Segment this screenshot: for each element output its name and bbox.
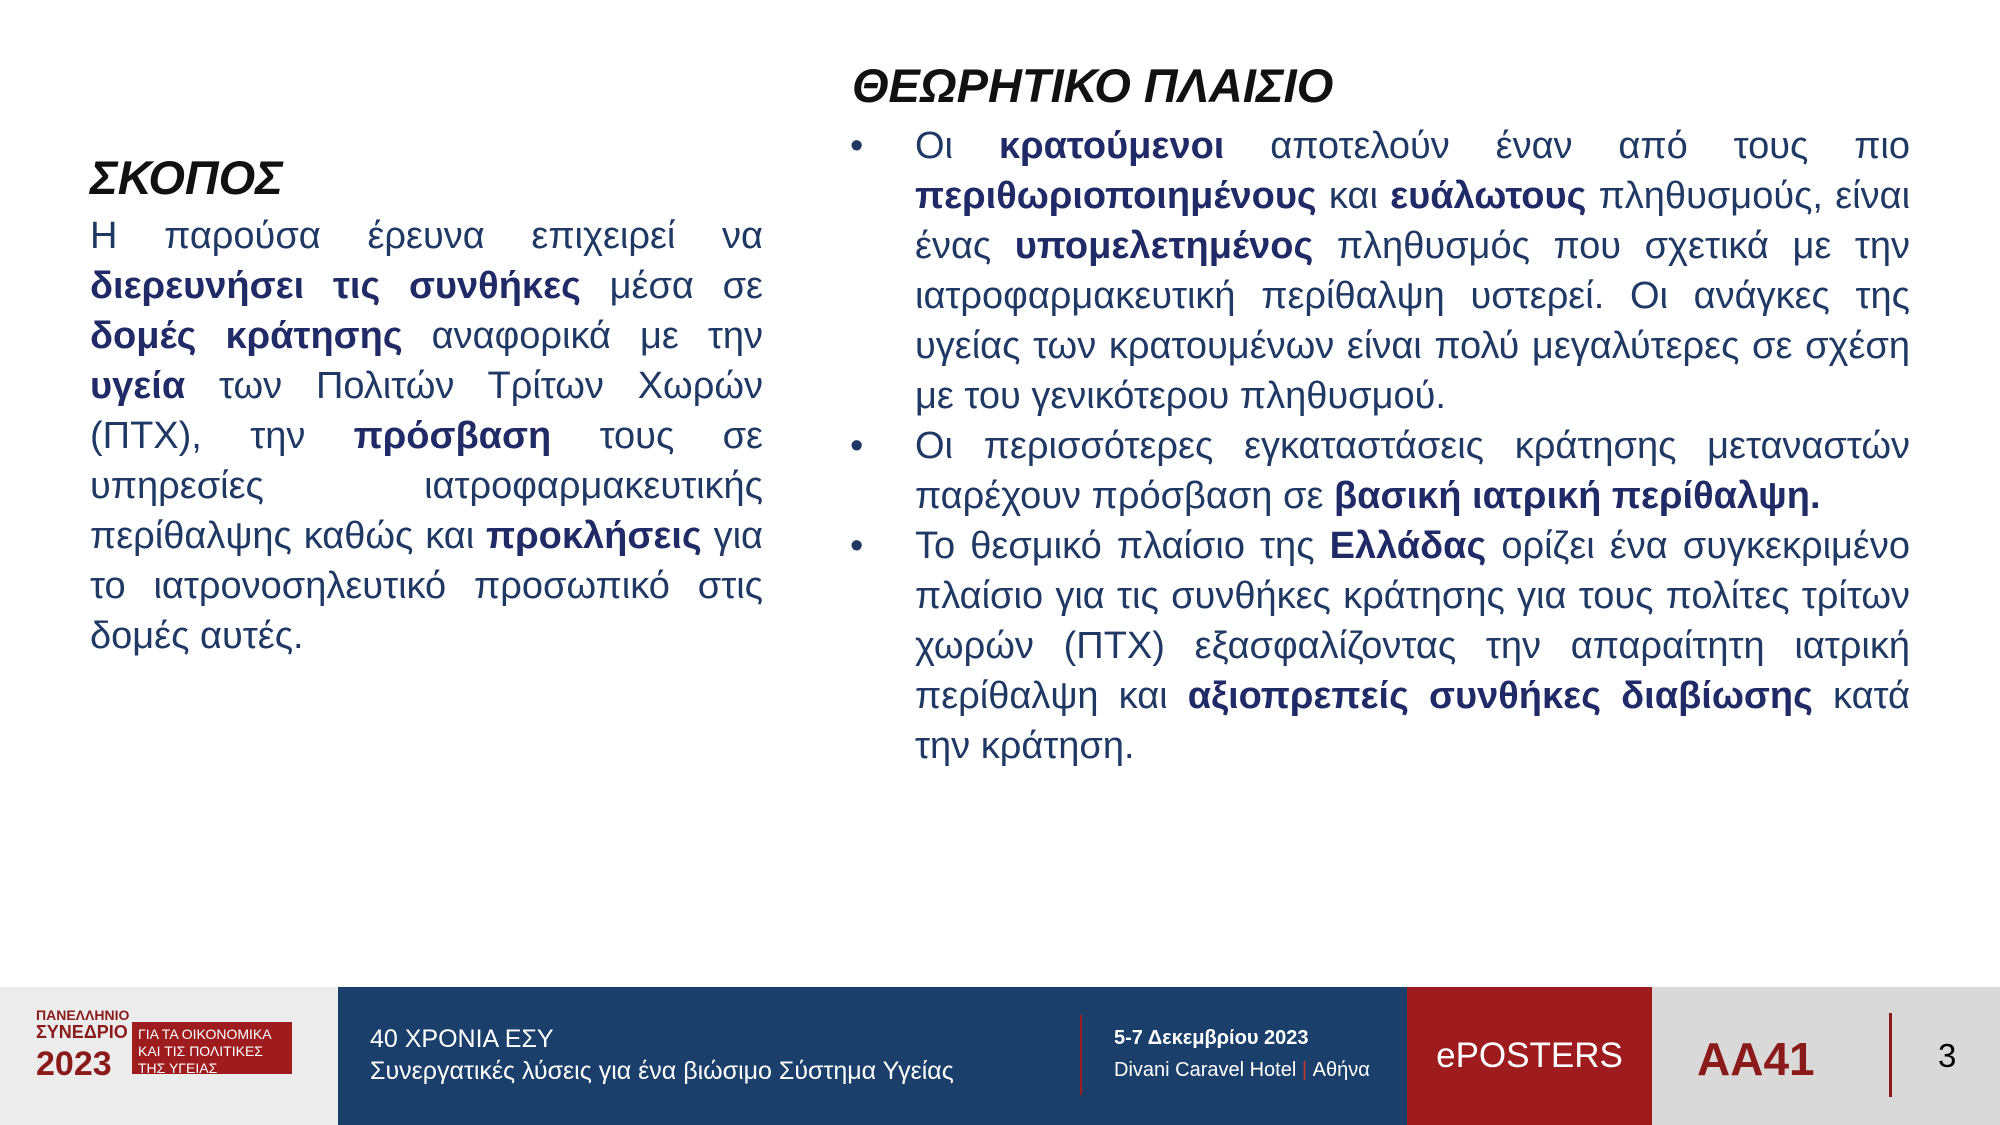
body-text: κατά την κράτηση. bbox=[915, 675, 1910, 767]
body-text: Η παρούσα έρευνα επιχειρεί να bbox=[90, 215, 763, 257]
logo-box bbox=[132, 1022, 292, 1074]
body-text: πληθυσμούς, είναι ένας bbox=[915, 175, 1911, 267]
bullet-icon: • bbox=[850, 425, 864, 467]
venue-hotel: Divani Caravel Hotel bbox=[1114, 1059, 1297, 1081]
conference-subtitle: Συνεργατικές λύσεις για ένα βιώσιμο Σύστημα Υγείας bbox=[370, 1057, 954, 1085]
divider bbox=[1080, 1015, 1082, 1095]
poster-id-panel bbox=[1652, 987, 2000, 1125]
emphasis-text: ευάλωτους bbox=[1390, 175, 1587, 217]
logo-line2: ΣΥΝΕΔΡΙΟ bbox=[36, 1022, 128, 1042]
body-text: Οι bbox=[915, 125, 999, 167]
body-text: των Πολιτών Τρίτων Χωρών (ΠΤΧ), την bbox=[90, 365, 763, 457]
logo-box-line: ΓΙΑ ΤΑ ΟΙΚΟΝΟΜΙΚΑ bbox=[138, 1026, 272, 1042]
emphasis-text: διερευνήσει τις συνθήκες bbox=[90, 265, 581, 307]
eposters-text: ePOSTERS bbox=[1436, 1036, 1623, 1075]
emphasis-text: περιθωριοποιημένους bbox=[915, 175, 1317, 217]
logo-box-line: ΤΗΣ ΥΓΕΙΑΣ bbox=[138, 1060, 218, 1076]
body-text: για το ιατρονοσηλευτικό προσωπικό στις δομές αυτές. bbox=[90, 515, 763, 657]
body-text: τους σε υπηρεσίες ιατροφαρμακευτικής περίθαλψης καθώς και bbox=[90, 415, 763, 557]
bullet-item bbox=[850, 521, 1910, 771]
bullet-icon: • bbox=[850, 525, 864, 567]
logo-year: 2023 bbox=[36, 1045, 112, 1083]
theory-heading: ΘΕΩΡΗΤΙΚΟ ΠΛΑΙΣΙΟ bbox=[852, 59, 1334, 112]
emphasis-text: αξιοπρεπείς συνθήκες διαβίωσης bbox=[1187, 675, 1813, 717]
page-number: 3 bbox=[1938, 1037, 1957, 1074]
body-text: αποτελούν έναν από τους πιο bbox=[1224, 125, 1910, 167]
conference-venue bbox=[1114, 1059, 1370, 1082]
bullet-text bbox=[915, 425, 1910, 517]
logo-line1: ΠΑΝΕΛΛΗΝΙΟ bbox=[36, 1007, 130, 1023]
bullet-text bbox=[915, 525, 1910, 767]
body-text: Οι περισσότερες εγκαταστάσεις κράτησης μεταναστών παρέχουν πρόσβαση σε bbox=[915, 425, 1910, 517]
emphasis-text: πρόσβαση bbox=[353, 415, 552, 457]
venue-city: Αθήνα bbox=[1312, 1059, 1370, 1081]
conference-title: 40 ΧΡΟΝΙΑ ΕΣΥ bbox=[370, 1025, 554, 1053]
aim-paragraph bbox=[90, 211, 763, 661]
divider bbox=[1889, 1013, 1892, 1097]
emphasis-text: υπομελετημένος bbox=[1014, 225, 1314, 267]
bullet-text bbox=[915, 125, 1910, 417]
body-text: μέσα σε bbox=[580, 265, 763, 307]
aim-section bbox=[90, 150, 763, 661]
theory-section bbox=[850, 58, 1910, 771]
body-text: και bbox=[1316, 175, 1391, 217]
bullet-item bbox=[850, 121, 1910, 421]
emphasis-text: κρατούμενοι bbox=[998, 125, 1225, 167]
conference-dates: 5-7 Δεκεμβρίου 2023 bbox=[1114, 1027, 1309, 1049]
emphasis-text: Ελλάδας bbox=[1329, 525, 1487, 567]
bullet-item bbox=[850, 421, 1910, 521]
bullet-icon: • bbox=[850, 125, 864, 167]
footer-banner bbox=[0, 987, 2000, 1125]
venue-separator: | bbox=[1301, 1059, 1308, 1081]
logo-box-line: ΚΑΙ ΤΙΣ ΠΟΛΙΤΙΚΕΣ bbox=[138, 1043, 263, 1059]
body-text: αναφορικά με την bbox=[402, 315, 763, 357]
poster-code: AA41 bbox=[1697, 1033, 1815, 1085]
emphasis-text: προκλήσεις bbox=[486, 515, 702, 557]
body-text: πληθυσμός που σχετικά με την ιατροφαρμακευτική περίθαλψη υστερεί. Οι ανάγκες της υγείας των κρατουμένων είναι πολύ μεγαλύτερες σε σχέση με του γενικότερου πληθυσμού. bbox=[915, 225, 1910, 417]
eposters-label bbox=[1407, 987, 1652, 1125]
body-text: ορίζει ένα συγκεκριμένο πλαίσιο για τις συνθήκες κράτησης για τους πολίτες τρίτων χωρών (ΠΤΧ) εξασφαλίζοντας την απαραίτητη ιατρική περίθαλψη και bbox=[915, 525, 1910, 717]
theory-bullet-list bbox=[850, 121, 1910, 771]
emphasis-text: δομές κράτησης bbox=[90, 315, 403, 357]
conference-info bbox=[338, 987, 1407, 1125]
emphasis-text: υγεία bbox=[90, 365, 186, 407]
aim-heading: ΣΚΟΠΟΣ bbox=[90, 151, 283, 204]
body-text: Το θεσμικό πλαίσιο της bbox=[915, 525, 1330, 567]
emphasis-text: βασική ιατρική περίθαλψη. bbox=[1333, 475, 1821, 517]
conference-logo bbox=[0, 987, 338, 1125]
